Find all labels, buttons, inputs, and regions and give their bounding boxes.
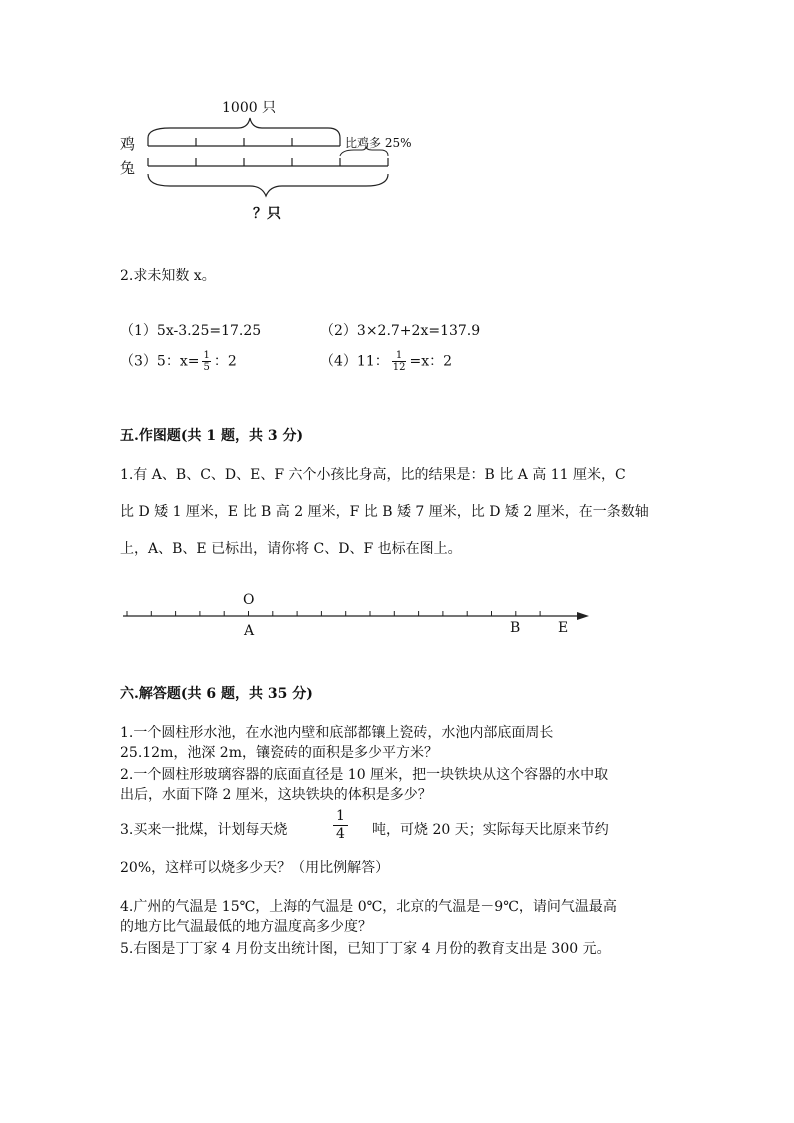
top-brace (148, 118, 340, 138)
section5-title: 五.作图题(共 1 题，共 3 分) (120, 428, 304, 444)
section5-q1-line1: 1.有 A、B、C、D、E、F 六个小孩比身高，比的结果是：B 比 A 高 11 厘米，C (120, 467, 626, 483)
axis-arrow (577, 612, 589, 620)
section5-q1-line2: 比 D 矮 1 厘米，E 比 B 高 2 厘米，F 比 B 矮 7 厘米，比 D 矮 2 厘米，在一条数轴 (120, 504, 649, 520)
extra-label: 比鸡多 25% (345, 136, 412, 150)
equation-1: （1）5x-3.25=17.25 (120, 323, 262, 339)
bottom-label: ？只 (253, 206, 281, 222)
number-line (115, 605, 595, 629)
equation-2: （2）3×2.7+2x=137.9 (320, 323, 481, 339)
section6-q2-line2: 出后，水面下降 2 厘米，这块铁块的体积是多少？ (120, 787, 432, 803)
axis-label-a: A (244, 623, 255, 639)
bottom-brace (148, 174, 388, 196)
section6-title: 六.解答题(共 6 题，共 35 分) (120, 686, 313, 702)
equations-title: 2.求未知数 x。 (120, 268, 216, 284)
section6-q3-line1-pre: 3.买来一批煤，计划每天烧 (120, 822, 288, 838)
section6-q1-line2: 25.12m，池深 2m，镶瓷砖的面积是多少平方米？ (120, 745, 438, 761)
axis-label-o: O (243, 592, 255, 608)
axis-label-e: E (558, 620, 569, 636)
section6-q3-fraction: $\frac{1}{4}$ (333, 808, 348, 843)
equation-3: （3）5：x= $\frac{1}{5}$ ：2 (120, 350, 237, 373)
equation-4: （4）11： $\frac{1}{12}$ =x：2 (320, 350, 453, 373)
section6-q2-line1: 2.一个圆柱形玻璃容器的底面直径是 10 厘米，把一块铁块从这个容器的水中取 (120, 767, 609, 783)
section6-q4-line1: 4.广州的气温是 15℃，上海的气温是 0℃，北京的气温是－9℃，请问气温最高 (120, 899, 617, 915)
section6-q3-line1-post: 吨，可烧 20 天；实际每天比原来节约 (372, 822, 609, 838)
section6-q5-line1: 5.右图是丁丁家 4 月份支出统计图，已知丁丁家 4 月份的教育支出是 300 元。 (120, 941, 611, 957)
section6-q4-line2: 的地方比气温最低的地方温度高多少度？ (120, 919, 372, 935)
chicken-label: 鸡 (120, 135, 136, 153)
top-label: 1000 只 (222, 100, 277, 116)
section6-q3-line2: 20%，这样可以烧多少天？（用比例解答） (120, 860, 390, 876)
rabbit-label: 兔 (120, 159, 136, 177)
section5-q1-line3: 上，A、B、E 已标出，请你将 C、D、F 也标在图上。 (120, 541, 462, 557)
axis-label-b: B (510, 620, 521, 636)
section6-q1-line1: 1.一个圆柱形水池，在水池内壁和底部都镶上瓷砖，水池内部底面周长 (120, 725, 554, 741)
